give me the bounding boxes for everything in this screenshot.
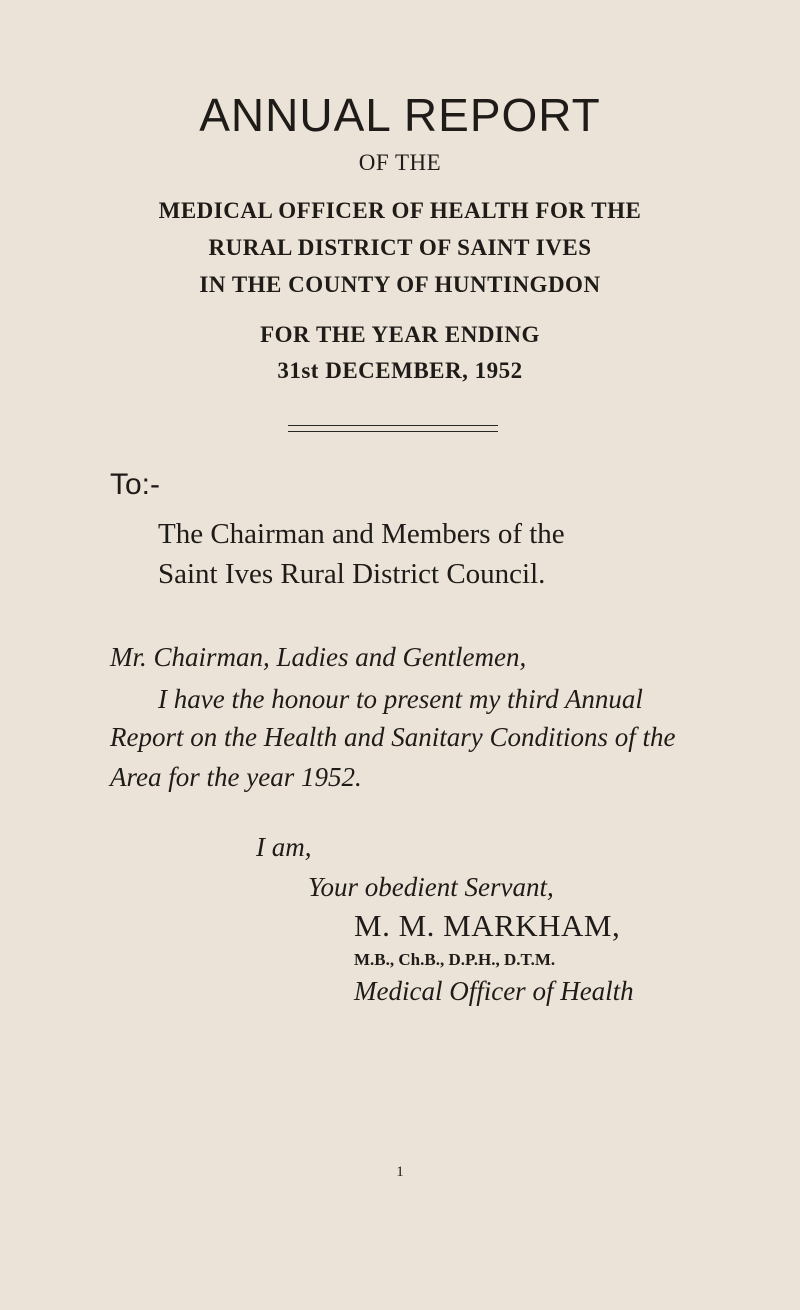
period-line-1: FOR THE YEAR ENDING [260, 322, 540, 347]
addressee-line-1: The Chairman and Members of the [158, 518, 565, 550]
salutation: Mr. Chairman, Ladies and Gentlemen, [110, 642, 527, 672]
signatory-name: M. M. MARKHAM, [354, 908, 621, 943]
closing-servant: Your obedient Servant, [308, 872, 554, 902]
subtitle-line-2: RURAL DISTRICT OF SAINT IVES [208, 235, 592, 260]
letter-body-line-1: I have the honour to present my third Annual [158, 684, 643, 714]
double-rule-bottom [288, 431, 498, 432]
report-title: ANNUAL REPORT [199, 89, 601, 141]
double-rule-top [288, 425, 498, 426]
subtitle-line-1: MEDICAL OFFICER OF HEALTH FOR THE [158, 198, 642, 223]
addressee-line-2: Saint Ives Rural District Council. [158, 558, 546, 590]
signatory-qualifications: M.B., Ch.B., D.P.H., D.T.M. [354, 950, 556, 969]
subtitle-line-3: IN THE COUNTY OF HUNTINGDON [199, 272, 601, 297]
of-the-line: OF THE [358, 150, 442, 175]
signatory-role: Medical Officer of Health [354, 976, 634, 1006]
letter-body-line-3: Area for the year 1952. [110, 762, 362, 792]
period-line-2: 31st DECEMBER, 1952 [277, 358, 523, 383]
closing-i-am: I am, [256, 832, 312, 862]
letter-body-line-2: Report on the Health and Sanitary Conditions of the [110, 722, 676, 752]
page-number: 1 [396, 1164, 404, 1180]
to-label: To:- [110, 468, 161, 501]
